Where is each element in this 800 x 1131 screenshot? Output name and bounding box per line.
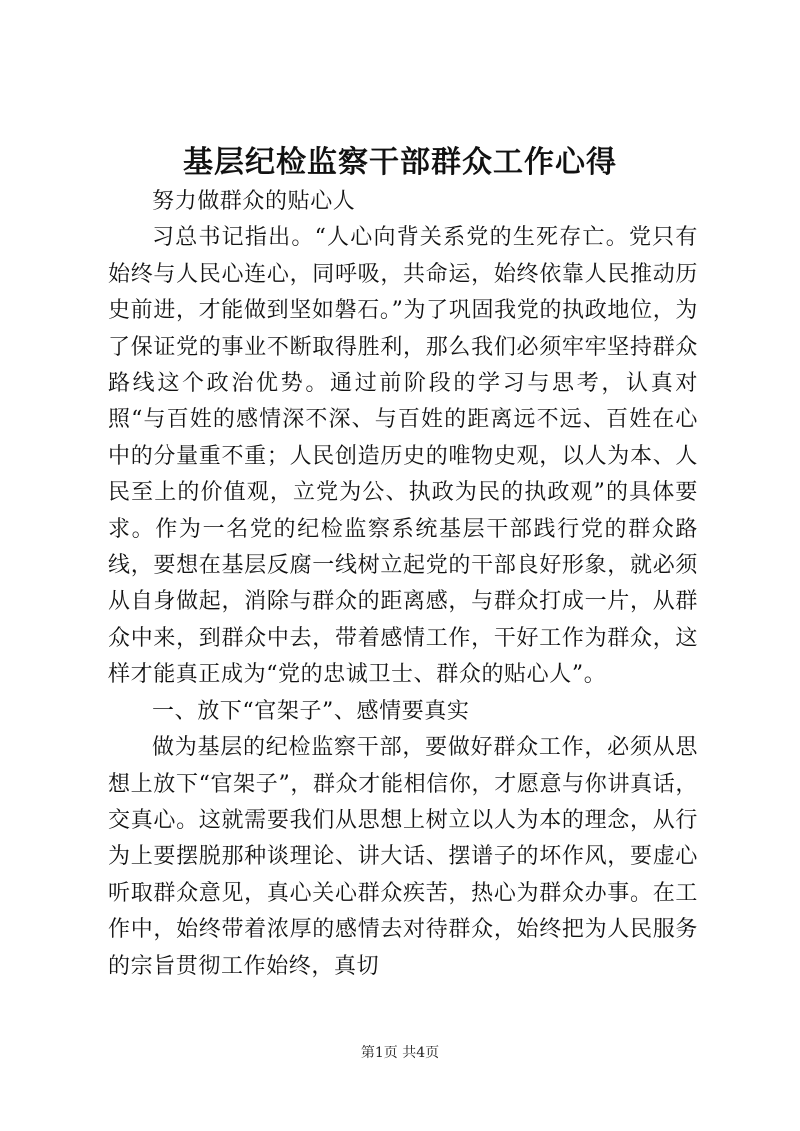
body-paragraph: 做为基层的纪检监察干部，要做好群众工作，必须从思想上放下“官架子”，群众才能相信你，才愿意与你讲真话，交真心。这就需要我们从思想上树立以人为本的理念，从行为上要摆脱那种谈理论、讲大话、摆谱子的坏作风，要虚心听取群众意见，真心关心群众疾苦，热心为群众办事。在工作中，始终带着浓厚的感情去对待群众，始终把为人民服务的宗旨贯彻工作始终，真切 [108, 735, 698, 979]
page-number-footer: 第1页 共4页 [360, 1045, 440, 1061]
section-heading: 一、放下“官架子”、感情要真实 [152, 698, 470, 724]
section-heading-subtitle: 努力做群众的贴心人 [152, 189, 356, 214]
body-paragraph: 习总书记指出。“人心向背关系党的生死存亡。党只有始终与人民心连心，同呼吸，共命运，始终依靠人民推动历史前进，才能做到坚如磐石。”为了巩固我党的执政地位，为了保证党的事业不断取得胜利，那么我们必须牢牢坚持群众路线这个政治优势。通过前阶段的学习与思考，认真对照“与百姓的感情深不深、与百姓的距离远不远、百姓在心中的分量重不重；人民创造历史的唯物史观，以人为本、人民至上的价值观，立党为公、执政为民的执政观”的具体要求。作为一名党的纪检监察系统基层干部践行党的群众路线，要想在基层反腐一线树立起党的干部良好形象，就必须从自身做起，消除与群众的距离感，与群众打成一片，从群众中来，到群众中去，带着感情工作，干好工作为群众，这样才能真正成为“党的忠诚卫士、群众的贴心人”。 [108, 225, 698, 688]
document-title: 基层纪检监察干部群众工作心得 [183, 145, 617, 180]
document-body [108, 184, 698, 985]
